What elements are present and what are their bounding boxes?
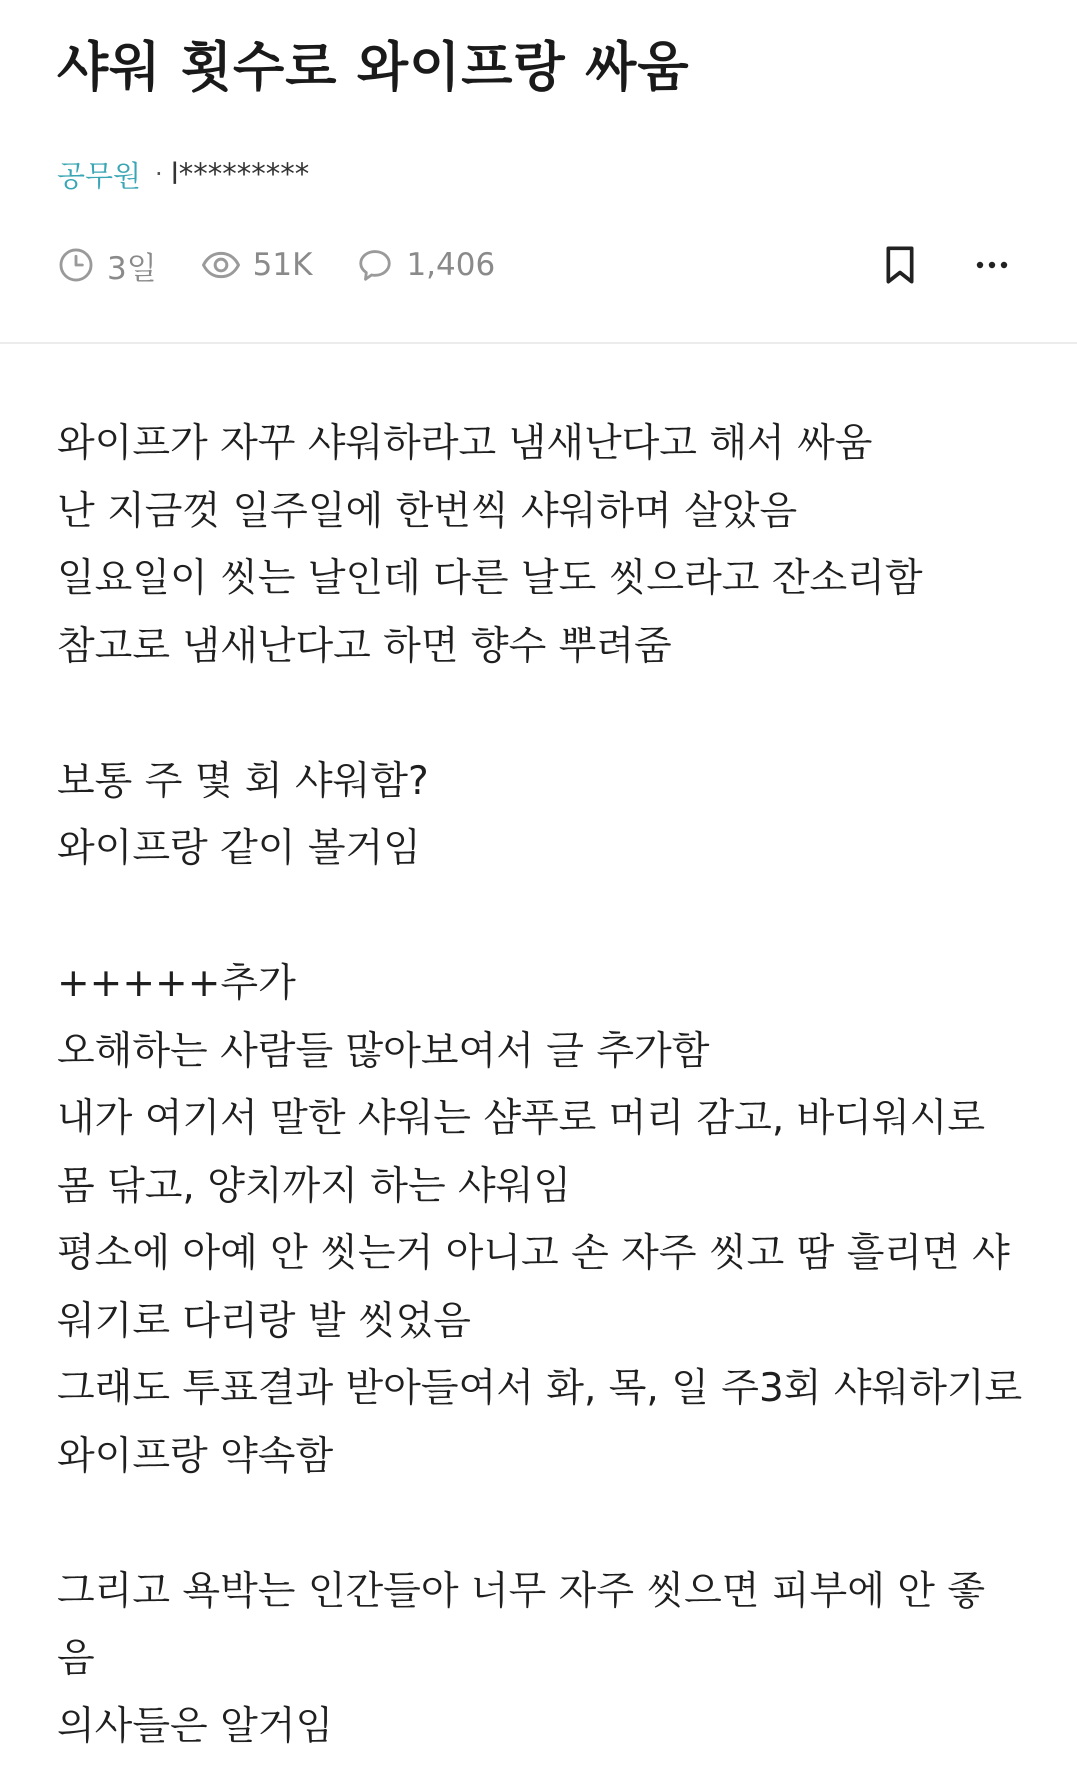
body-line: 평소에 아예 안 씻는거 아니고 손 자주 씻고 땀 흘리면 샤 bbox=[57, 1231, 1010, 1276]
post-body bbox=[57, 410, 1047, 1760]
eye-icon bbox=[201, 245, 241, 285]
body-line: 의사들은 알거임 bbox=[57, 1703, 334, 1749]
bookmark-icon bbox=[883, 245, 917, 285]
body-line: 와이프랑 같이 볼거임 bbox=[57, 826, 421, 871]
header-divider bbox=[0, 342, 1077, 344]
views-count: 51K bbox=[252, 247, 313, 283]
clock-icon bbox=[57, 246, 95, 284]
post-comments[interactable] bbox=[356, 246, 495, 284]
blank-line bbox=[57, 680, 1047, 748]
body-line: 참고로 냄새난다고 하면 향수 뿌려줌 bbox=[57, 623, 672, 669]
more-options-button[interactable] bbox=[967, 240, 1017, 290]
body-line: 그리고 욕박는 인간들아 너무 자주 씻으면 피부에 안 좋 bbox=[57, 1568, 986, 1614]
body-line: 몸 닦고, 양치까지 하는 샤워임 bbox=[57, 1163, 572, 1209]
author-name[interactable]: l********* bbox=[170, 157, 310, 191]
post-title: 샤워 횟수로 와이프랑 싸움 bbox=[57, 37, 690, 98]
body-line: 와이프랑 약속함 bbox=[57, 1433, 334, 1479]
body-line: 그래도 투표결과 받아들여서 화, 목, 일 주3회 샤워하기로 bbox=[57, 1366, 1023, 1411]
meta-separator: · bbox=[155, 160, 163, 188]
body-line: 오해하는 사람들 많아보여서 글 추가함 bbox=[57, 1028, 710, 1074]
category-link[interactable]: 공무원 bbox=[57, 158, 142, 193]
body-line: 일요일이 씻는 날인데 다른 날도 씻으라고 잔소리함 bbox=[57, 556, 923, 601]
body-line: 와이프가 자꾸 샤워하라고 냄새난다고 해서 싸움 bbox=[57, 421, 873, 466]
body-line: 보통 주 몇 회 샤워함? bbox=[57, 758, 429, 804]
body-line: +++++추가 bbox=[57, 961, 296, 1006]
post-views bbox=[201, 245, 313, 285]
body-line: 음 bbox=[57, 1636, 95, 1681]
time-text: 3일 bbox=[107, 250, 157, 287]
blank-line bbox=[57, 1490, 1047, 1558]
bookmark-button[interactable] bbox=[875, 240, 925, 290]
post-meta-row bbox=[57, 240, 1017, 290]
blank-line bbox=[57, 883, 1047, 951]
comment-icon bbox=[356, 246, 394, 284]
body-line: 내가 여기서 말한 샤워는 샴푸로 머리 감고, 바디워시로 bbox=[57, 1096, 986, 1141]
post-time bbox=[57, 243, 157, 288]
body-line: 워기로 다리랑 발 씻었음 bbox=[57, 1298, 471, 1344]
body-line: 난 지금껏 일주일에 한번씩 샤워하며 살았음 bbox=[57, 488, 798, 534]
more-icon bbox=[974, 259, 1010, 271]
post-actions bbox=[875, 240, 1017, 290]
comments-count: 1,406 bbox=[406, 247, 496, 283]
author-row bbox=[57, 152, 309, 196]
